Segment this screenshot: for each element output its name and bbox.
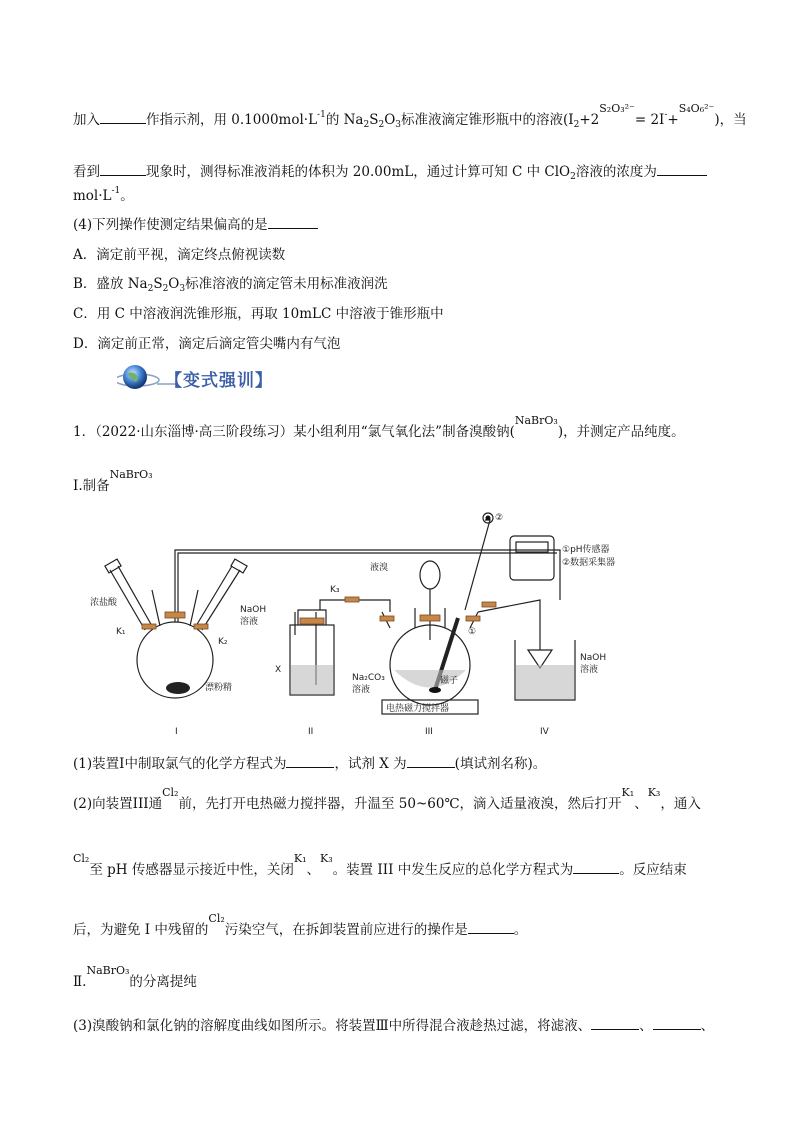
q4-option-b (73, 272, 388, 292)
answer-blank[interactable] (653, 1017, 701, 1030)
text: （2022·山东淄博·高三阶段练习）某小组利用“氯气氧化法”制备溴酸钠( (95, 424, 515, 440)
valve-label: K₃ (320, 852, 333, 865)
bromine-funnel (420, 561, 440, 589)
valve-label: K₁ (293, 852, 307, 865)
text: 。 (120, 188, 134, 204)
text: ，通入 (660, 796, 701, 812)
option-text: D．滴定前正常，滴定后滴定管尖嘴内有气泡 (73, 336, 341, 352)
formula: Cl₂ (162, 786, 179, 799)
text: 、 (306, 862, 320, 878)
subscript-2: 2 (573, 120, 580, 130)
stir-bar (429, 687, 441, 693)
superscript: - (664, 110, 668, 120)
text: Ⅰ.制备 (73, 478, 110, 494)
q3-line-1 (73, 102, 747, 130)
q3b (73, 1014, 714, 1034)
valve-label: K₁ (621, 786, 635, 799)
label-apparatus-i: I (175, 727, 178, 737)
answer-blank[interactable] (100, 163, 146, 176)
answer-blank[interactable] (657, 163, 707, 176)
q2-line-2 (73, 852, 687, 878)
q1 (73, 752, 546, 772)
subscript-2: 2 (162, 284, 169, 294)
label-conc-hcl: 浓盐酸 (90, 598, 118, 608)
text: S (369, 112, 379, 128)
option-text: B．盛放 Na (73, 276, 148, 292)
text: 污染空气，在拆卸装置前应进行的操作是 (224, 922, 468, 938)
q2-line-3 (73, 912, 528, 938)
tetrathionate-formula: S₄O₆²⁻ (678, 102, 715, 115)
label-bleach: 漂粉精 (205, 683, 233, 693)
answer-blank[interactable] (591, 1017, 639, 1030)
thiosulfate-formula: S₂O₃²⁻ (599, 102, 635, 115)
label-naoh-2b: 溶液 (580, 665, 599, 675)
text: 的分离提纯 (129, 974, 197, 990)
label-na2co3-b: 溶液 (352, 685, 371, 695)
answer-blank[interactable] (286, 755, 334, 768)
apparatus-diagram (90, 500, 710, 740)
part-2-heading (73, 964, 197, 990)
option-text: 标准溶液的滴定管未用标准液润洗 (185, 276, 388, 292)
subscript-2: 2 (570, 172, 576, 182)
label-ph-sensor: ①pH传感器 (562, 545, 610, 555)
section-banner (117, 362, 317, 396)
q4-option-d (73, 332, 340, 352)
subscript-3: 3 (395, 120, 401, 130)
text: (填试剂名称)。 (454, 756, 547, 772)
text: 标准液滴定锥形瓶中的溶液(I (401, 112, 574, 128)
label-k3: K₃ (330, 585, 340, 595)
text: 作指示剂，用 0.1000mol·L (146, 112, 318, 128)
text: mol·L (73, 188, 112, 204)
text: (2)向装置III通 (73, 796, 163, 812)
subscript-2: 2 (363, 120, 370, 130)
option-text: C．用 C 中溶液润洗锥形瓶，再取 10mLC 中溶液于锥形瓶中 (73, 306, 444, 322)
q4-option-c (73, 302, 444, 322)
formula: NaBrO₃ (514, 414, 558, 427)
text: 、 (700, 1018, 715, 1034)
label-stirrer: 电热磁力搅拌器 (386, 704, 450, 714)
banner-title: 【变式强训】 (165, 371, 273, 391)
text: ，试剂 X 为 (334, 756, 407, 772)
text: 至 pH 传感器显示接近中性，关闭 (89, 862, 294, 878)
text: 溶液的浓度为 (575, 164, 657, 180)
text: 、 (639, 1018, 653, 1034)
formula: NaBrO₃ (86, 964, 130, 977)
text: = 2I (634, 112, 665, 128)
formula: NaBrO₃ (109, 468, 153, 481)
label-naoh-2a: NaOH (580, 653, 607, 663)
text: +2 (579, 112, 600, 128)
text: 的 Na (325, 112, 364, 128)
label-apparatus-ii: II (308, 727, 314, 737)
text: )，当 (714, 112, 747, 128)
text: 、 (634, 796, 648, 812)
label-liquid-bromine: 液溴 (370, 563, 389, 573)
text: 。反应结束 (619, 862, 687, 878)
answer-blank[interactable] (407, 755, 455, 768)
part-1-heading (73, 468, 153, 494)
text: 看到 (73, 164, 100, 180)
problem-number: 1． (73, 424, 96, 440)
answer-blank[interactable] (573, 861, 619, 874)
problem-1-stem (73, 414, 685, 440)
superscript: -1 (111, 186, 121, 196)
option-text: A．滴定前平视，滴定终点俯视读数 (73, 247, 286, 263)
bleach-solid (166, 682, 190, 694)
text: Ⅱ. (73, 974, 87, 990)
label-apparatus-iii: III (425, 727, 433, 737)
text: )，并测定产品纯度。 (557, 424, 685, 440)
text: 前，先打开电热磁力搅拌器，升温至 50~60℃，滴入适量液溴，然后打开 (178, 796, 622, 812)
label-stir-bar: 磁子 (440, 676, 459, 686)
text: 。 (513, 922, 528, 938)
text: 加入 (73, 112, 100, 128)
formula: Cl₂ (208, 912, 225, 925)
answer-blank[interactable] (468, 921, 514, 934)
q4-stem (73, 213, 318, 233)
text: 。装置 III 中发生反应的总化学方程式为 (332, 862, 574, 878)
text: + (667, 112, 679, 128)
label-naoh-1b: 溶液 (240, 617, 259, 627)
label-na2co3-a: Na₂CO₃ (352, 673, 385, 683)
formula: Cl₂ (73, 852, 90, 865)
q3-line-3 (73, 184, 134, 204)
subscript-2: 2 (378, 120, 385, 130)
answer-blank[interactable] (268, 216, 318, 229)
label-naoh-1a: NaOH (240, 605, 267, 615)
subscript-3: 3 (179, 284, 186, 294)
label-apparatus-iv: IV (540, 727, 549, 737)
label-k1: K₁ (116, 627, 126, 637)
q3-line-2 (73, 160, 707, 180)
text: (1)装置Ⅰ中制取氯气的化学方程式为 (73, 756, 287, 772)
superscript: -1 (317, 110, 326, 120)
funnel-right (196, 566, 240, 630)
label-k2: K₂ (218, 637, 228, 647)
label-circle-1: ① (468, 627, 477, 637)
label-x: X (275, 665, 282, 675)
text: 后，为避免 I 中残留的 (73, 922, 209, 938)
text: 现象时，测得标准液消耗的体积为 20.00mL，通过计算可知 C 中 ClO (146, 164, 571, 180)
text: O (384, 112, 396, 128)
q4-option-a (73, 243, 285, 263)
apparatus-figure (90, 500, 710, 740)
text: (4)下列操作使测定结果偏高的是 (73, 217, 268, 233)
valve-label: K₃ (647, 786, 661, 799)
subscript-2: 2 (147, 284, 154, 294)
answer-blank[interactable] (100, 111, 146, 124)
option-text: S (153, 276, 163, 292)
connecting-tube (175, 550, 560, 622)
q2-line-1 (73, 786, 701, 812)
label-circle-2: ② (495, 513, 504, 523)
option-text: O (168, 276, 180, 292)
text: (3)溴酸钠和氯化钠的溶解度曲线如图所示。将装置Ⅲ中所得混合液趁热过滤，将滤液、 (73, 1018, 592, 1034)
label-data-collector: ②数据采集器 (562, 558, 616, 568)
